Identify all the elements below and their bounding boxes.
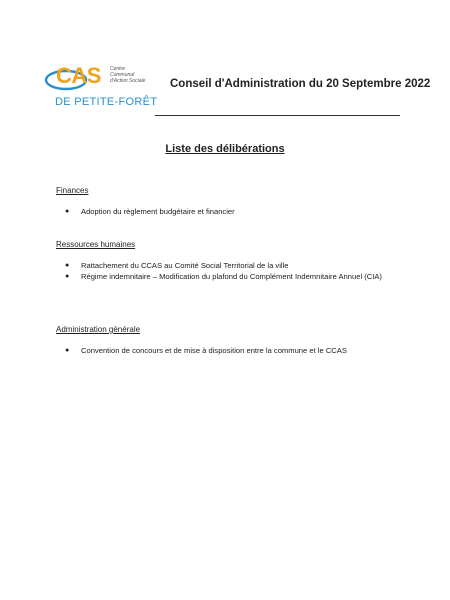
item-text: Rattachement du CCAS au Comité Social Territorial de la ville xyxy=(81,261,289,270)
logo-city: DE PETITE-FORÊT xyxy=(55,96,158,108)
bullet-icon: ● xyxy=(65,347,70,354)
list-item xyxy=(56,207,406,217)
logo-description xyxy=(110,66,158,84)
section-administration-generale xyxy=(56,325,406,357)
document-title: Liste des délibérations xyxy=(165,143,285,155)
item-list xyxy=(56,261,406,282)
section-ressources-humaines xyxy=(56,240,406,283)
logo-description-line: Communal xyxy=(110,72,135,78)
item-text: Adoption du règlement budgétaire et financier xyxy=(81,207,235,216)
logo-acronym: CAS xyxy=(56,63,101,88)
list-item xyxy=(56,272,406,282)
section-heading: Ressources humaines xyxy=(56,240,136,249)
logo-description-line: d'Action Sociale xyxy=(110,78,146,84)
list-item xyxy=(56,261,406,271)
item-text: Convention de concours et de mise à disposition entre la commune et le CCAS xyxy=(81,346,347,355)
list-item xyxy=(56,346,406,356)
logo-description-line: Centre xyxy=(110,66,126,72)
item-list xyxy=(56,346,406,356)
section-finances xyxy=(56,186,406,218)
bullet-icon: ● xyxy=(65,262,70,269)
meeting-title: Conseil d'Administration du 20 Septembre 2022 xyxy=(170,78,431,90)
section-heading: Finances xyxy=(56,186,89,195)
ccas-logo xyxy=(40,62,158,112)
header-divider xyxy=(155,115,400,116)
item-text: Régime indemnitaire – Modification du plafond du Complément Indemnitaire Annuel (CIA) xyxy=(81,272,382,281)
item-list xyxy=(56,207,406,217)
bullet-icon: ● xyxy=(65,208,70,215)
section-heading: Administration générale xyxy=(56,325,141,334)
bullet-icon: ● xyxy=(65,273,70,280)
